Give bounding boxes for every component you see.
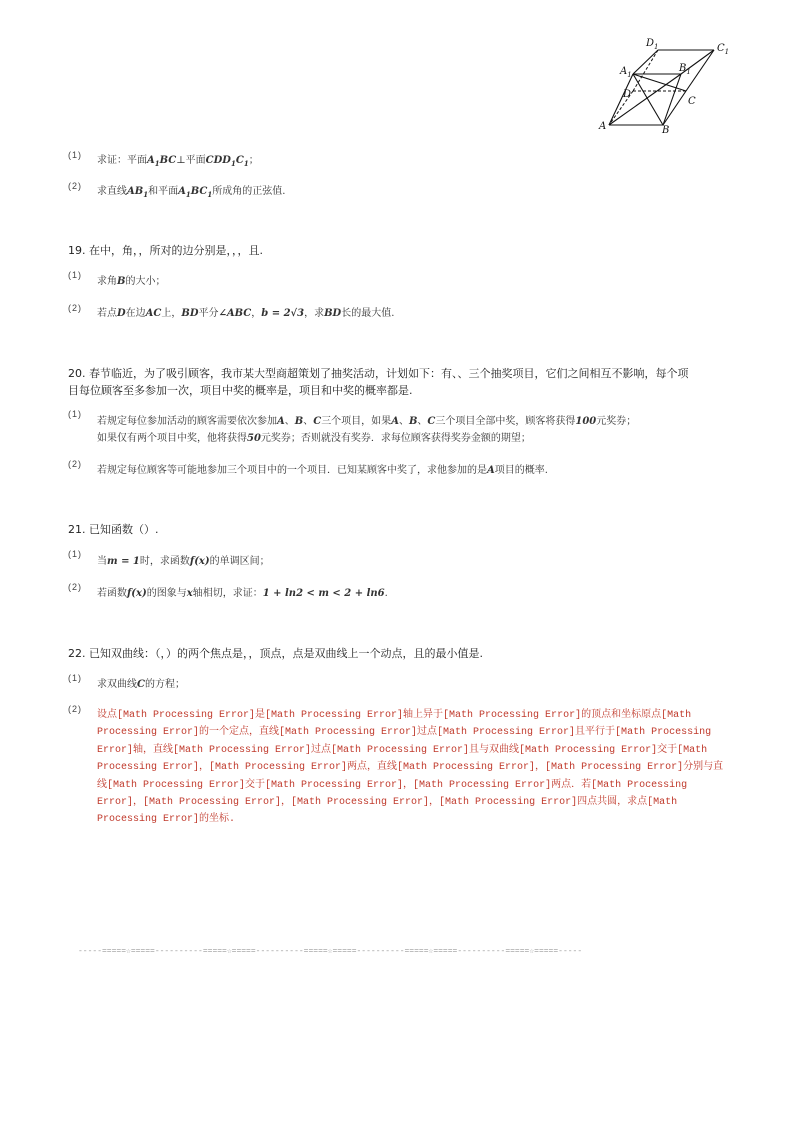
q18-part1-text: 求证：平面$A_1BC\perp$平面$CDD_1C_1$； (97, 155, 259, 168)
q20-part1-text-line2: 如果仅有两个项目中奖，他将获得50元奖券；否则就没有奖券．求每位顾客获得奖券金额的期望； (97, 433, 531, 444)
q19-part1-number: (1) (68, 270, 82, 280)
q22-part2-text (97, 707, 727, 829)
q21-part2-number: (2) (68, 582, 82, 592)
q22-part2-line: Processing Error]，[Math Processing Error]两点，直线[Math Processing Error]，[Math Processing Error]分别与直 (97, 762, 724, 774)
label-B1: $B_1$ (679, 63, 691, 76)
q19-heading: 19. 在中，角，，所对的边分别是，，，且. (68, 244, 263, 257)
label-A: A (599, 121, 607, 132)
label-C1: $C_1$ (717, 43, 730, 56)
q22-part1-text: 求双曲线C的方程； (97, 679, 185, 690)
q20-part2-text: 若规定每位顾客等可能地参加三个项目中的一个项目．已知某顾客中奖了，求他参加的是A项目的概率. (97, 465, 548, 476)
q18-part1-number: (1) (68, 150, 82, 160)
q20-part2-number: (2) (68, 459, 82, 469)
q22-part2-line: Error]轴，直线[Math Processing Error]过点[Math Processing Error]且与双曲线[Math Processing Error]交于[Math (97, 744, 708, 756)
q20-heading-line2: 目每位顾客至多参加一次，项目中奖的概率是，项目和中奖的概率都是. (68, 384, 413, 397)
q18-part2-number: (2) (68, 181, 82, 191)
q18-part2-text: 求直线$AB_1$和平面$A_1BC_1$所成角的正弦值. (97, 186, 286, 199)
label-A1: $A_1$ (620, 66, 632, 79)
q21-part1-number: (1) (68, 549, 82, 559)
q22-part2-line: Error]，[Math Processing Error]，[Math Processing Error]，[Math Processing Error]四点共圆，求点[Math (97, 797, 678, 809)
q19-part2-text: 若点D在边AC上，BD平分∠ABC，b = 2√3，求BD长的最大值. (97, 308, 395, 319)
q19-part1-text: 求角B的大小； (97, 276, 166, 287)
label-B: B (662, 125, 670, 136)
q21-part1-text: 当m = 1时，求函数f(x)的单调区间； (97, 556, 270, 567)
q22-part2-line: 设点[Math Processing Error]是[Math Processing Error]轴上异于[Math Processing Error]的顶点和坐标原点[Math (97, 710, 692, 721)
q22-heading: 22. 已知双曲线：（，）的两个焦点是，，顶点，点是双曲线上一个动点，且的最小值是. (68, 647, 483, 660)
parallelepiped-figure (590, 34, 740, 136)
q20-part1-number: (1) (68, 409, 82, 419)
q19-part2-number: (2) (68, 303, 82, 313)
label-D: D (623, 89, 632, 100)
q20-part1-text: 若规定每位参加活动的顾客需要依次参加A、B、C三个项目，如果A、B、C三个项目全部中奖，顾客将获得100元奖券； (97, 416, 637, 427)
q22-part1-number: (1) (68, 673, 82, 683)
q20-heading-line1: 20. 春节临近，为了吸引顾客，我市某大型商超策划了抽奖活动，计划如下：有、、三个抽奖项目，它们之间相互不影响，每个项 (68, 367, 689, 380)
q21-heading: 21. 已知函数（）. (68, 523, 159, 536)
q21-part2-text: 若函数f(x)的图象与x轴相切，求证：1 + ln2 < m < 2 + ln6. (97, 588, 388, 599)
q22-part2-line: 线[Math Processing Error]交于[Math Processing Error]，[Math Processing Error]两点．若[Math Processing (97, 779, 688, 791)
q22-part2-line: Processing Error]的坐标. (97, 814, 236, 826)
page-separator: -----=====☆=====----------=====☆=====----------=====☆=====----------=====☆=====----------=====☆=====----- (78, 947, 583, 956)
q22-part2-line: Processing Error]的一个定点，直线[Math Processing Error]过点[Math Processing Error]且平行于[Math Processing (97, 727, 712, 739)
label-C: C (688, 96, 696, 107)
q22-part2-number: (2) (68, 704, 82, 714)
label-D1: $D_1$ (646, 38, 659, 51)
